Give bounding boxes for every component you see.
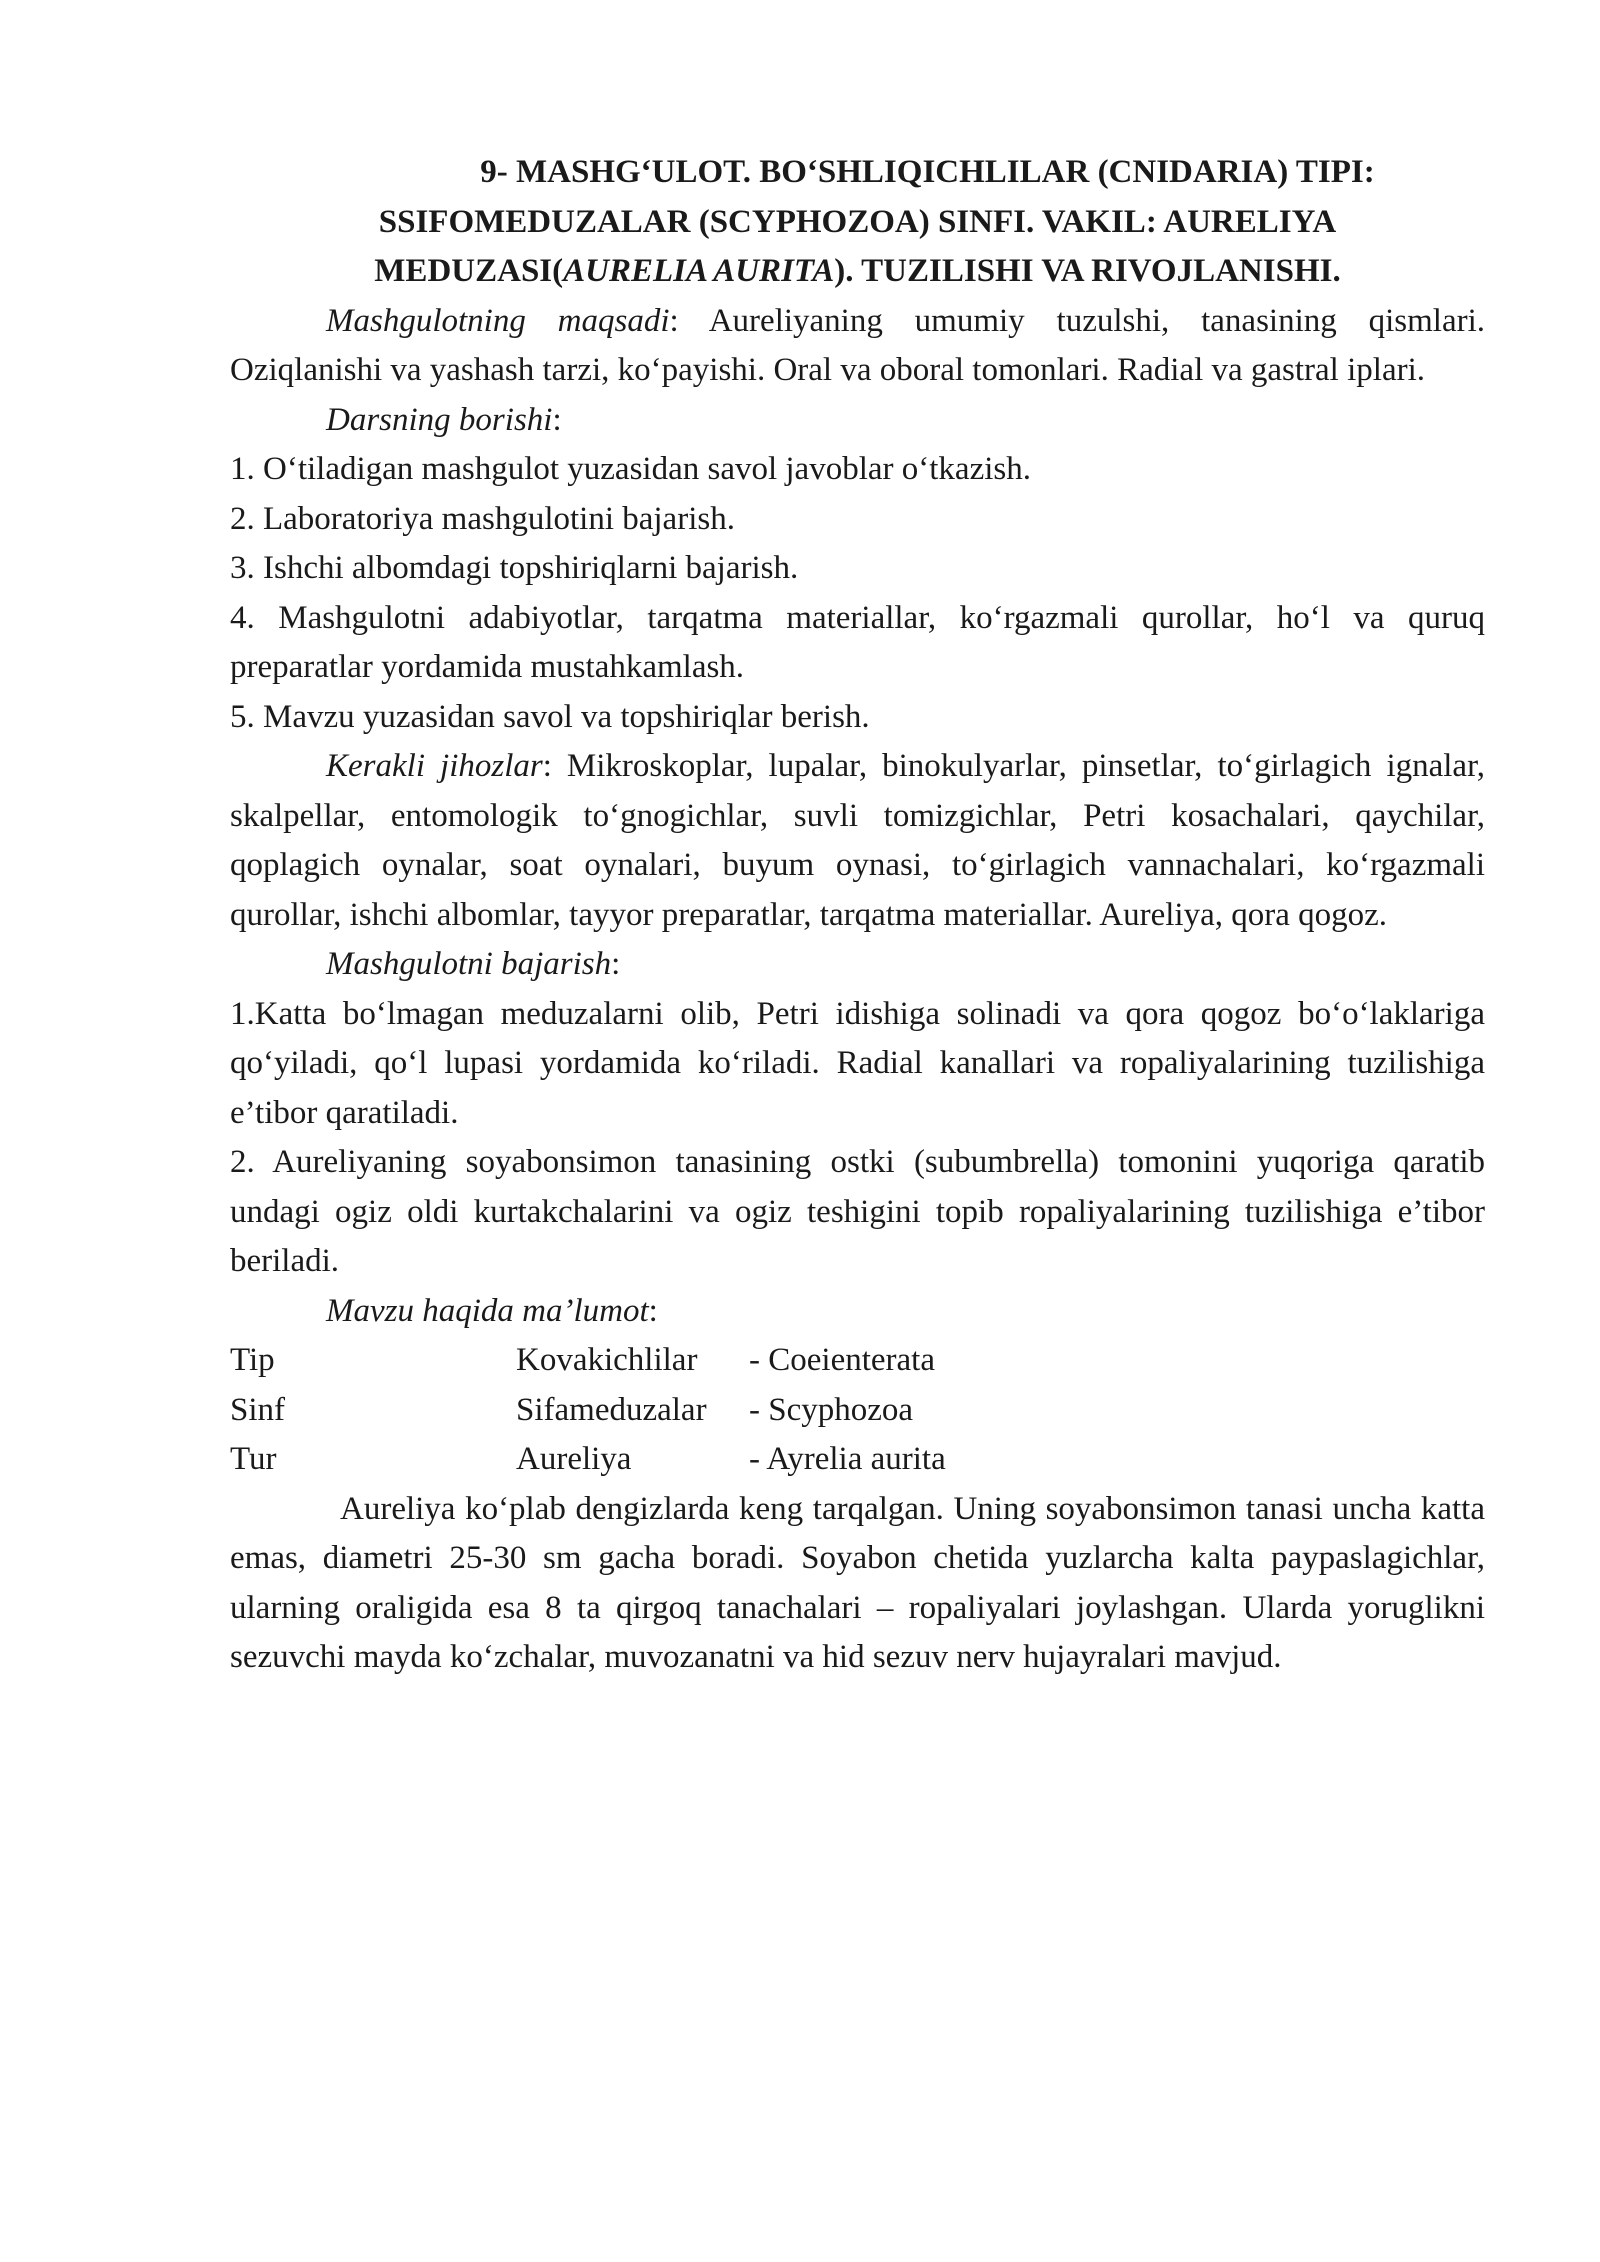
info-heading: Mavzu haqida ma’lumot: [326,1292,658,1329]
progress-heading: Darsning borishi: [326,401,562,438]
title-line-3: MEDUZASI(AURELIA AURITA). TUZILISHI VA RIVOJLANISHI. [374,253,1341,289]
list-item: 1.Katta bo‘lmagan meduzalarni olib, Petri idishiga solinadi va qora qogoz bo‘o‘laklariga qo‘yiladi, qo‘l lupasi yordamida ko‘riladi. Radial kanallari va ropaliyalarining tuzilishiga e’tibor qaratiladi. [230,995,1485,1131]
info-paragraph: Aureliya ko‘plab dengizlarda keng tarqalgan. Uning soyabonsimon tanasi uncha katta emas, diametri 25-30 sm gacha boradi. Soyabon chetida yuzlarcha kalta paypaslagichlar, ularning oraligida esa 8 ta qirgoq tanachalari – ropaliyalari joylashgan. Ularda yoruglikni sezuvchi mayda ko‘zchalar, muvozanatni va hid sezuv nerv hujayralari mavjud. [230,1490,1485,1675]
document-title [230,148,1485,297]
table-row [230,1386,1485,1436]
title-line-1: 9- MASHG‘ULOT. BO‘SHLIQICHLILAR (CNIDARIA) TIPI: [480,154,1375,190]
list-item: 2. Aureliyaning soyabonsimon tanasining ostki (subumbrella) tomonini yuqoriga qaratib undagi ogiz oldi kurtakchalarini va ogiz teshigini topib ropaliyalarining tuzilishiga e’tibor beriladi. [230,1144,1485,1279]
taxonomy-table [230,1336,1485,1485]
goal-label: Mashgulotning maqsadi [326,302,670,339]
list-item: 3. Ishchi albomdagi topshiriqlarni bajarish. [230,550,799,586]
goal-paragraph [230,297,1485,396]
goal-text: : Aureliyaning umumiy tuzulshi, tanasining qismlari. Oziqlanishi va yashash tarzi, ko‘payishi. Oral va oboral tomonlari. Radial va gastral iplari. [230,302,1485,388]
taxonomy-uzbek-name: Sifameduzalar [516,1391,707,1428]
list-item: 2. Laboratoriya mashgulotini bajarish. [230,500,735,537]
taxonomy-latin-name: - Ayrelia aurita [749,1441,946,1477]
taxonomy-rank: Sinf [230,1391,286,1428]
taxonomy-latin-name: - Scyphozoa [749,1391,914,1428]
title-line-2: SSIFOMEDUZALAR (SCYPHOZOA) SINFI. VAKIL: AURELIYA [378,203,1337,240]
taxonomy-rank: Tip [230,1342,275,1378]
document-page [230,148,1485,1683]
list-item: 5. Mavzu yuzasidan savol va topshiriqlar berish. [230,698,870,735]
info-label: Mavzu haqida ma’lumot [326,1292,649,1329]
taxonomy-uzbek-name: Aureliya [516,1441,632,1477]
list-item: 4. Mashgulotni adabiyotlar, tarqatma materiallar, ko‘rgazmali qurollar, ho‘l va quruq preparatlar yordamida mustahkamlash. [230,599,1485,685]
equipment-paragraph [230,742,1485,940]
taxonomy-rank: Tur [230,1441,277,1477]
equipment-text: : Mikroskoplar, lupalar, binokulyarlar, pinsetlar, to‘girlagich ignalar, skalpellar, entomologik to‘gnogichlar, suvli tomizgichlar, Petri kosachalari, qaychilar, qoplagich oynalar, soat oynalari, buyum oynasi, to‘girlagich vannachalari, ko‘rgazmali qurollar, ishchi albomlar, tayyor preparatlar, tarqatma materiallar. Aureliya, qora qogoz. [230,748,1485,933]
progress-label: Darsning borishi [326,401,553,438]
taxonomy-uzbek-name: Kovakichlilar [516,1342,698,1378]
execution-label: Mashgulotni bajarish [326,946,612,982]
list-item: 1. O‘tiladigan mashgulot yuzasidan savol javoblar o‘tkazish. [230,451,1031,487]
species-name: AURELIA AURITA [563,253,835,289]
execution-heading: Mashgulotni bajarish: [326,946,621,982]
table-row [230,1435,1485,1485]
equipment-label: Kerakli jihozlar [326,748,543,784]
taxonomy-latin-name: - Coeienterata [749,1342,935,1378]
table-row [230,1336,1485,1386]
